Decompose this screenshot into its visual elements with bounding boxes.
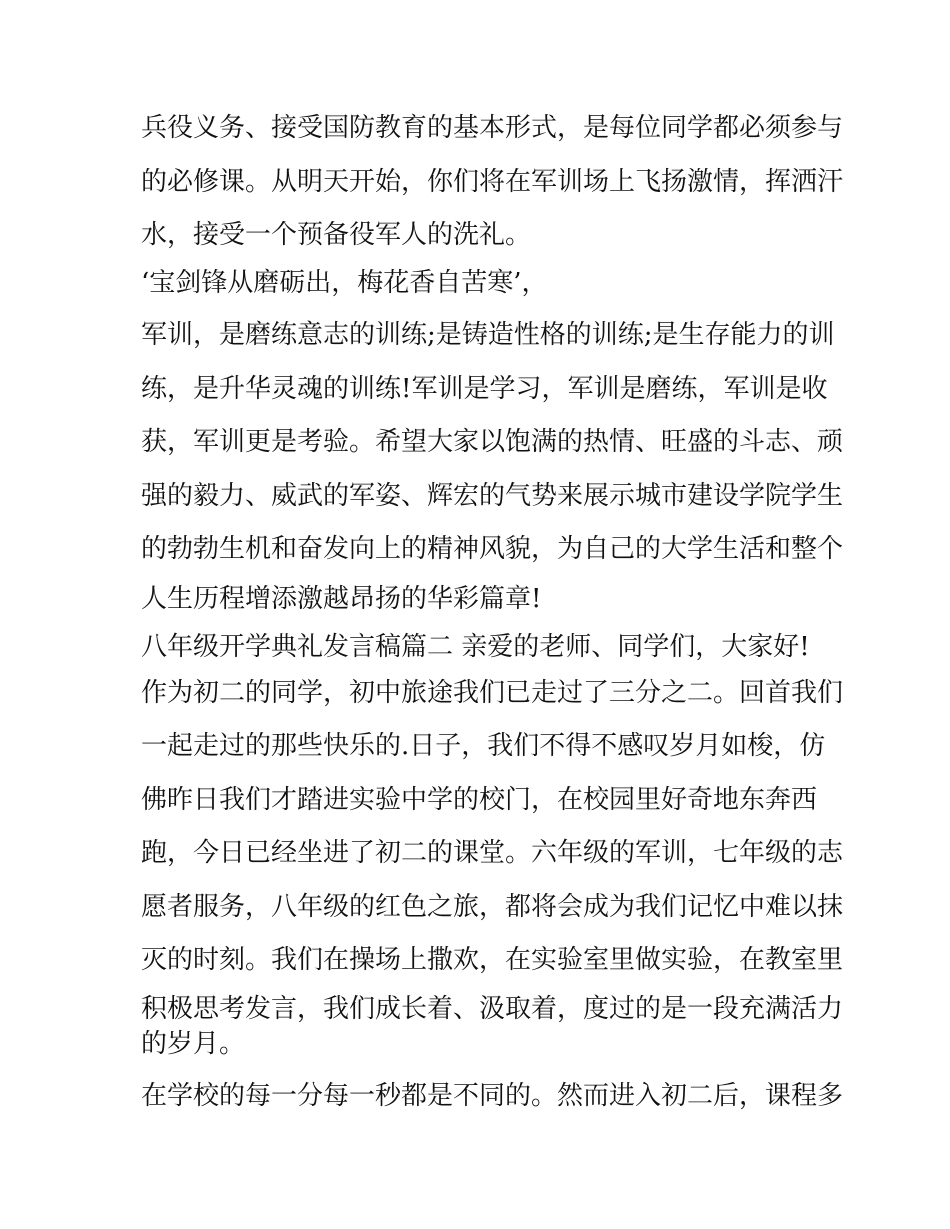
text-line: 的岁月。	[141, 1029, 246, 1059]
text-line: 八年级开学典礼发言稿篇二 亲爱的老师、同学们，大家好!	[141, 632, 810, 662]
text-line: 获，军训更是考验。希望大家以饱满的热情、旺盛的斗志、顽	[141, 427, 844, 457]
text-line: 愿者服务，八年级的红色之旅，都将会成为我们记忆中难以抹	[141, 892, 844, 922]
text-line: ‘宝剑锋从磨砺出，梅花香自苦寒’，	[141, 268, 548, 298]
text-line: 一起走过的那些快乐的.日子，我们不得不感叹岁月如梭，仿	[141, 731, 826, 761]
text-line: 兵役义务、接受国防教育的基本形式，是每位同学都必须参与	[141, 113, 844, 143]
text-line: 灭的时刻。我们在操场上撒欢，在实验室里做实验，在教室里	[141, 945, 844, 975]
text-line: 军训，是磨练意志的训练;是铸造性格的训练;是生存能力的训	[141, 320, 835, 350]
text-line: 积极思考发言，我们成长着、汲取着，度过的是一段充满活力	[141, 994, 844, 1024]
text-line: 强的毅力、威武的军姿、辉宏的气势来展示城市建设学院学生	[141, 481, 844, 511]
text-line: 人生历程增添激越昂扬的华彩篇章!	[141, 584, 542, 614]
text-line: 的必修课。从明天开始，你们将在军训场上飞扬激情，挥洒汗	[141, 167, 844, 197]
text-line: 的勃勃生机和奋发向上的精神风貌，为自己的大学生活和整个	[141, 534, 844, 564]
text-line: 练，是升华灵魂的训练!军训是学习，军训是磨练，军训是收	[141, 374, 828, 404]
text-line: 作为初二的同学，初中旅途我们已走过了三分之二。回首我们	[141, 678, 844, 708]
text-line: 跑，今日已经坐进了初二的课堂。六年级的军训，七年级的志	[141, 838, 844, 868]
text-line: 在学校的每一分每一秒都是不同的。然而进入初二后，课程多	[141, 1081, 844, 1111]
text-line: 水，接受一个预备役军人的洗礼。	[141, 220, 532, 250]
text-line: 佛昨日我们才踏进实验中学的校门，在校园里好奇地东奔西	[141, 785, 818, 815]
